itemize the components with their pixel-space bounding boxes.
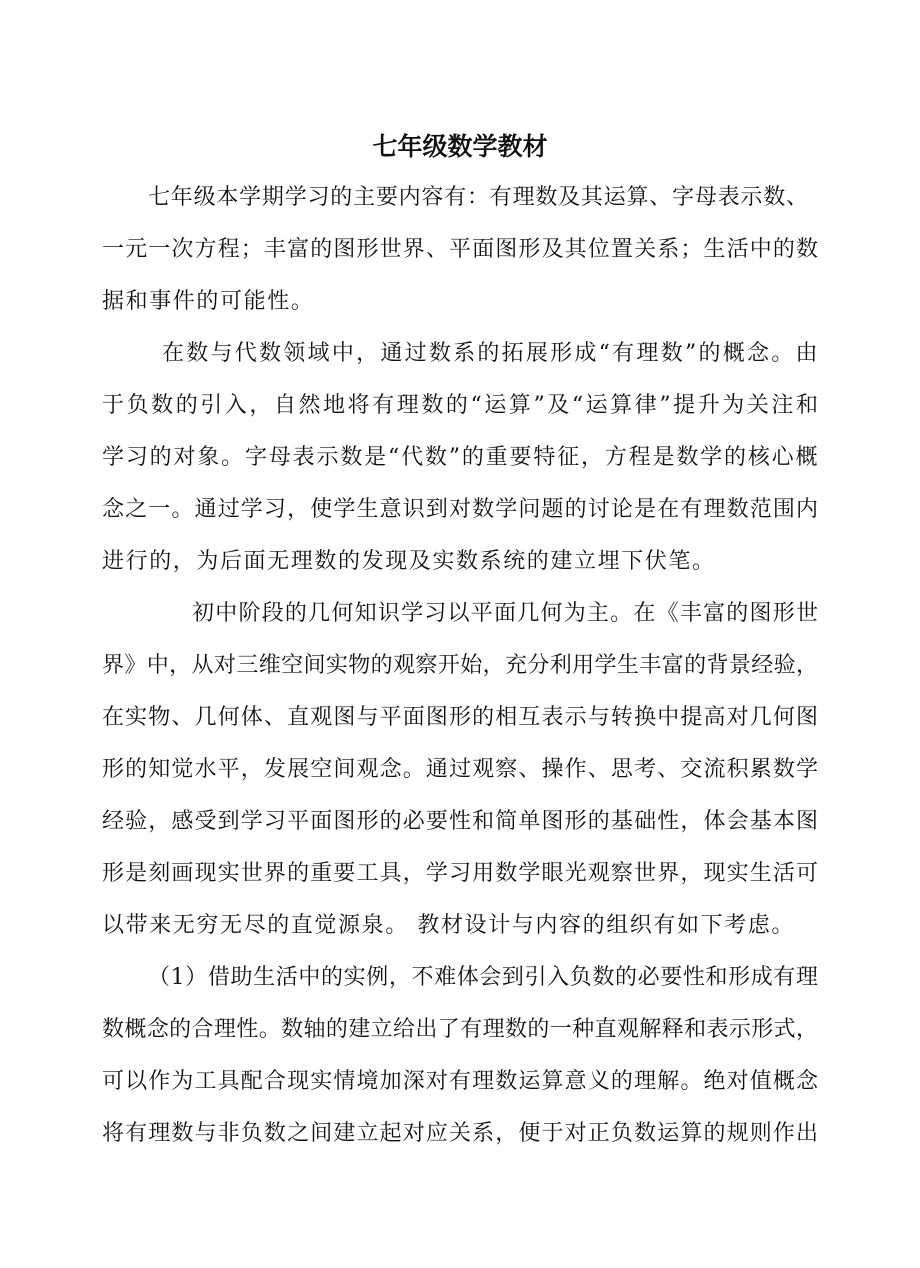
paragraph-2-line-3: 学习的对象。字母表示数是“代数”的重要特征，方程是数学的核心概 (102, 445, 820, 470)
paragraph-1-line-2: 一元一次方程；丰富的图形世界、平面图形及其位置关系；生活中的数 (102, 237, 820, 262)
paragraph-3-line-5: 经验，感受到学习平面图形的必要性和简单图形的基础性，体会基本图 (102, 809, 820, 834)
paragraph-4-line-4: 将有理数与非负数之间建立起对应关系，便于对正负数运算的规则作出 (102, 1121, 820, 1146)
paragraph-4-line-1: （1）借助生活中的实例，不难体会到引入负数的必要性和形成有理 (148, 965, 819, 990)
paragraph-1-line-3: 据和事件的可能性。 (102, 289, 315, 314)
paragraph-3-line-1: 初中阶段的几何知识学习以平面几何为主。在《丰富的图形世 (192, 601, 820, 626)
paragraph-3-line-2: 界》中，从对三维空间实物的观察开始，充分利用学生丰富的背景经验， (102, 653, 819, 678)
paragraph-3-line-3: 在实物、几何体、直观图与平面图形的相互表示与转换中提高对几何图 (102, 705, 820, 730)
paragraph-2-line-5: 进行的，为后面无理数的发现及实数系统的建立埋下伏笔。 (102, 549, 716, 574)
paragraph-1-line-1: 七年级本学期学习的主要内容有：有理数及其运算、字母表示数、 (148, 185, 809, 210)
paragraph-2-line-1: 在数与代数领域中，通过数系的拓展形成“有理数”的概念。由 (162, 341, 820, 366)
paragraph-4-line-2: 数概念的合理性。数轴的建立给出了有理数的一种直观解释和表示形式， (102, 1017, 819, 1042)
paragraph-4-line-3: 可以作为工具配合现实情境加深对有理数运算意义的理解。绝对值概念 (102, 1069, 820, 1094)
paragraph-2-line-2: 于负数的引入，自然地将有理数的“运算”及“运算律”提升为关注和 (102, 393, 821, 418)
paragraph-2-line-4: 念之一。通过学习，使学生意识到对数学问题的讨论是在有理数范围内 (102, 497, 820, 522)
paragraph-3-line-4: 形的知觉水平，发展空间观念。通过观察、操作、思考、交流积累数学 (102, 757, 820, 782)
page-title: 七年级数学教材 (372, 132, 548, 161)
paragraph-3-line-7: 以带来无穷无尽的直觉源泉。 教材设计与内容的组织有如下考虑。 (102, 913, 795, 938)
paragraph-3-line-6: 形是刻画现实世界的重要工具，学习用数学眼光观察世界，现实生活可 (102, 861, 820, 886)
